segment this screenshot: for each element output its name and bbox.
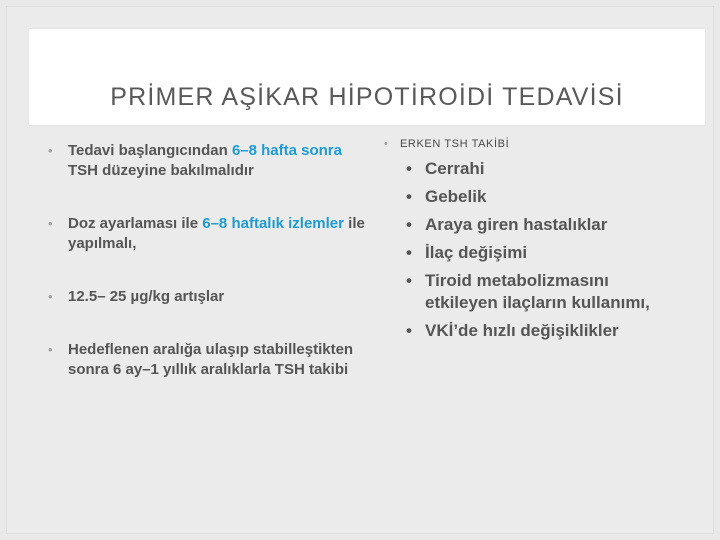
right-column	[384, 136, 684, 348]
bullet-dot-icon: •	[48, 289, 53, 304]
bullet-dot-icon: •	[406, 159, 412, 178]
list-item: • Cerrahi	[406, 159, 485, 178]
bullet-dot-icon: •	[48, 342, 53, 357]
left-bullet-4	[48, 340, 368, 380]
bullet-dot-icon: •	[406, 271, 412, 290]
bullet-dot-icon: •	[406, 215, 412, 234]
bullet-dot-icon: •	[48, 143, 53, 158]
left-bullet-3	[48, 287, 368, 307]
list-item: • Gebelik	[406, 187, 487, 206]
bullet-text: Doz ayarlaması ile 6–8 haftalık izlemler ile yapılmalı,	[68, 215, 365, 252]
bullet-dot-icon: •	[406, 321, 412, 340]
right-heading: • ERKEN TSH TAKİBİ	[384, 138, 510, 150]
left-bullet-1	[48, 141, 368, 181]
list-item: • Araya giren hastalıklar	[406, 215, 608, 234]
bullet-dot-icon: •	[406, 187, 412, 206]
slide-title: PRİMER AŞİKAR HİPOTİROİDİ TEDAVİSİ	[110, 83, 624, 111]
bullet-dot-icon: •	[384, 138, 389, 150]
bullet-text: Tedavi başlangıcından 6–8 hafta sonra TSH düzeyine bakılmalıdır	[68, 142, 342, 179]
bullet-text: 12.5– 25 µg/kg artışlar	[68, 288, 225, 305]
left-bullet-list	[48, 141, 368, 413]
title-box	[29, 29, 705, 125]
bullet-dot-icon: •	[406, 243, 412, 262]
early-tsh-list	[406, 158, 684, 342]
list-item: • Tiroid metabolizmasını etkileyen ilaçların kullanımı,	[406, 271, 650, 312]
list-item: • İlaç değişimi	[406, 243, 528, 262]
bullet-dot-icon: •	[48, 216, 53, 231]
bullet-text: Hedeflenen aralığa ulaşıp stabilleştikten sonra 6 ay–1 yıllık aralıklarla TSH takibi	[68, 341, 354, 378]
list-item: • VKİ’de hızlı değişiklikler	[406, 321, 619, 340]
left-bullet-2	[48, 214, 368, 254]
